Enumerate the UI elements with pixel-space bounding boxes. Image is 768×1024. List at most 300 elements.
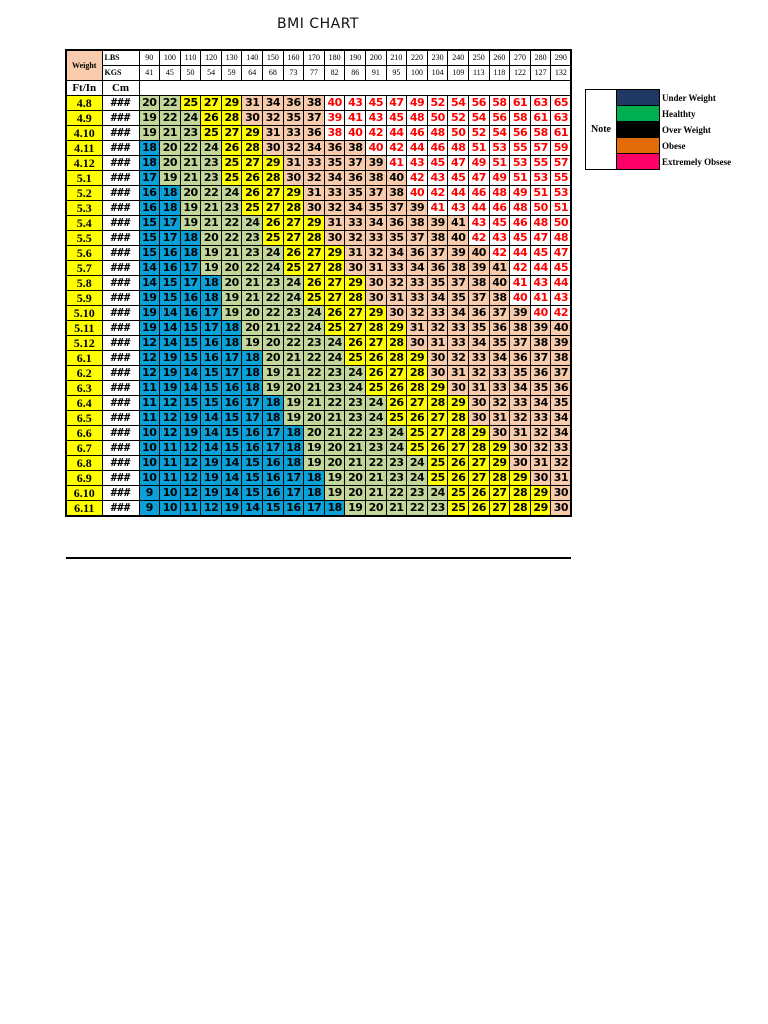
- bmi-value: 32: [489, 396, 510, 411]
- bmi-value: 38: [345, 141, 366, 156]
- bmi-value: 15: [242, 456, 263, 471]
- bmi-value: 17: [263, 441, 284, 456]
- column-header-blank: [139, 81, 571, 96]
- bmi-value: 32: [530, 441, 551, 456]
- bmi-value: 36: [427, 261, 448, 276]
- bmi-value: 26: [469, 486, 490, 501]
- bmi-value: 21: [324, 411, 345, 426]
- bmi-value: 25: [304, 291, 325, 306]
- bmi-value: 20: [221, 261, 242, 276]
- bmi-value: 40: [407, 186, 428, 201]
- bmi-value: 40: [510, 291, 531, 306]
- lbs-value: 90: [139, 50, 160, 66]
- bmi-value: 28: [366, 321, 387, 336]
- legend-label: Over Weight: [662, 124, 711, 135]
- bmi-value: 27: [201, 96, 222, 111]
- bmi-value: 31: [283, 156, 304, 171]
- table-row: [66, 486, 571, 501]
- bmi-value: 36: [283, 96, 304, 111]
- bmi-value: 26: [448, 471, 469, 486]
- bmi-value: 22: [221, 216, 242, 231]
- bmi-value: 38: [304, 96, 325, 111]
- bmi-value: 20: [345, 471, 366, 486]
- bmi-value: 20: [304, 411, 325, 426]
- bmi-value: 20: [263, 336, 284, 351]
- bmi-value: 39: [448, 246, 469, 261]
- height-cm: ###: [102, 291, 139, 306]
- height-cm: ###: [102, 126, 139, 141]
- bmi-value: 18: [139, 156, 160, 171]
- bmi-value: 43: [366, 111, 387, 126]
- kgs-value: 73: [283, 66, 304, 81]
- bmi-value: 25: [427, 456, 448, 471]
- bmi-value: 43: [407, 156, 428, 171]
- bmi-value: 11: [160, 441, 181, 456]
- kgs-value: 95: [386, 66, 407, 81]
- height-cm: ###: [102, 171, 139, 186]
- bmi-value: 17: [283, 471, 304, 486]
- bmi-value: 33: [407, 276, 428, 291]
- kgs-value: 113: [469, 66, 490, 81]
- bmi-value: 16: [180, 306, 201, 321]
- bmi-value: 17: [201, 321, 222, 336]
- bmi-value: 10: [160, 486, 181, 501]
- bmi-value: 20: [160, 156, 181, 171]
- bmi-value: 33: [510, 396, 531, 411]
- bmi-value: 26: [469, 501, 490, 517]
- height-ft-in: 6.10: [66, 486, 102, 501]
- bmi-value: 31: [407, 321, 428, 336]
- table-row: [66, 276, 571, 291]
- bmi-value: 32: [427, 321, 448, 336]
- bmi-value: 54: [469, 111, 490, 126]
- bmi-value: 16: [263, 486, 284, 501]
- bmi-value: 16: [160, 261, 181, 276]
- bmi-value: 12: [160, 396, 181, 411]
- bmi-value: 26: [366, 351, 387, 366]
- bmi-value: 36: [345, 171, 366, 186]
- bmi-value: 21: [386, 501, 407, 517]
- bmi-value: 18: [221, 336, 242, 351]
- bmi-value: 24: [345, 366, 366, 381]
- bmi-value: 44: [510, 246, 531, 261]
- height-ft-in: 5.4: [66, 216, 102, 231]
- bmi-value: 18: [242, 381, 263, 396]
- bmi-value: 35: [469, 321, 490, 336]
- bmi-value: 36: [530, 366, 551, 381]
- bmi-value: 48: [407, 111, 428, 126]
- bmi-value: 37: [510, 336, 531, 351]
- bmi-value: 22: [263, 291, 284, 306]
- bmi-value: 29: [530, 501, 551, 517]
- bmi-value: 38: [510, 321, 531, 336]
- bmi-value: 18: [283, 456, 304, 471]
- bmi-value: 35: [283, 111, 304, 126]
- bmi-value: 18: [324, 501, 345, 517]
- weight-label: Weight: [66, 50, 102, 81]
- bmi-value: 44: [530, 261, 551, 276]
- legend-swatch: [617, 106, 660, 122]
- bmi-value: 12: [160, 411, 181, 426]
- bmi-value: 16: [201, 336, 222, 351]
- bmi-value: 10: [160, 501, 181, 517]
- bmi-value: 40: [469, 246, 490, 261]
- table-row: [66, 441, 571, 456]
- lbs-value: 260: [489, 50, 510, 66]
- bmi-value: 27: [407, 396, 428, 411]
- bmi-value: 17: [139, 171, 160, 186]
- bmi-value: 21: [242, 291, 263, 306]
- bmi-value: 30: [366, 291, 387, 306]
- bmi-value: 32: [263, 111, 284, 126]
- bmi-value: 30: [469, 411, 490, 426]
- bmi-value: 29: [407, 351, 428, 366]
- bmi-value: 36: [510, 351, 531, 366]
- height-cm: ###: [102, 96, 139, 111]
- table-row: [66, 201, 571, 216]
- bmi-value: 26: [366, 366, 387, 381]
- bmi-value: 41: [489, 261, 510, 276]
- bmi-value: 18: [242, 351, 263, 366]
- bmi-value: 33: [489, 381, 510, 396]
- bmi-value: 34: [551, 411, 572, 426]
- bmi-value: 57: [551, 156, 572, 171]
- page-title: BMI CHART: [277, 16, 359, 32]
- bmi-value: 30: [510, 441, 531, 456]
- bmi-value: 23: [345, 396, 366, 411]
- bmi-value: 53: [510, 156, 531, 171]
- bmi-value: 32: [407, 306, 428, 321]
- bmi-value: 32: [469, 366, 490, 381]
- bmi-value: 12: [180, 486, 201, 501]
- bmi-value: 37: [407, 231, 428, 246]
- bmi-value: 33: [366, 231, 387, 246]
- bmi-value: 10: [139, 441, 160, 456]
- table-row: [66, 126, 571, 141]
- lbs-value: 250: [469, 50, 490, 66]
- kgs-value: 50: [180, 66, 201, 81]
- height-cm: ###: [102, 411, 139, 426]
- bmi-value: 15: [160, 276, 181, 291]
- bmi-value: 35: [324, 156, 345, 171]
- bmi-value: 26: [221, 141, 242, 156]
- bmi-value: 53: [551, 186, 572, 201]
- bmi-value: 14: [221, 471, 242, 486]
- bmi-value: 29: [489, 456, 510, 471]
- bmi-value: 18: [263, 396, 284, 411]
- bmi-value: 38: [366, 171, 387, 186]
- lbs-value: 270: [510, 50, 531, 66]
- bmi-value: 16: [283, 501, 304, 517]
- bmi-value: 17: [160, 216, 181, 231]
- bmi-value: 23: [324, 366, 345, 381]
- kgs-value: 91: [366, 66, 387, 81]
- bmi-value: 48: [510, 201, 531, 216]
- bmi-value: 42: [469, 231, 490, 246]
- bmi-value: 15: [139, 231, 160, 246]
- legend-swatch: [617, 122, 660, 138]
- bmi-value: 29: [386, 321, 407, 336]
- bmi-value: 23: [201, 171, 222, 186]
- bmi-value: 19: [283, 411, 304, 426]
- bmi-value: 30: [407, 336, 428, 351]
- bmi-value: 32: [283, 141, 304, 156]
- bmi-value: 20: [324, 441, 345, 456]
- bmi-value: 48: [489, 186, 510, 201]
- bmi-value: 28: [407, 381, 428, 396]
- bmi-value: 32: [366, 246, 387, 261]
- bmi-value: 40: [551, 321, 572, 336]
- bmi-value: 14: [160, 336, 181, 351]
- bmi-value: 30: [510, 456, 531, 471]
- kgs-value: 77: [304, 66, 325, 81]
- bmi-value: 16: [221, 396, 242, 411]
- lbs-value: 130: [221, 50, 242, 66]
- bmi-value: 65: [551, 96, 572, 111]
- bmi-value: 31: [304, 186, 325, 201]
- bmi-value: 21: [221, 246, 242, 261]
- kgs-value: 104: [427, 66, 448, 81]
- bmi-value: 47: [530, 231, 551, 246]
- bmi-value: 11: [160, 471, 181, 486]
- table-row: [66, 111, 571, 126]
- bmi-value: 32: [324, 201, 345, 216]
- bmi-value: 26: [324, 306, 345, 321]
- bmi-value: 26: [427, 441, 448, 456]
- bmi-value: 27: [427, 426, 448, 441]
- bmi-value: 11: [139, 396, 160, 411]
- bmi-value: 29: [448, 396, 469, 411]
- height-ft-in: 6.1: [66, 351, 102, 366]
- height-ft-in: 5.12: [66, 336, 102, 351]
- bmi-value: 27: [304, 246, 325, 261]
- bmi-value: 34: [407, 261, 428, 276]
- table-row: [66, 186, 571, 201]
- bmi-value: 17: [283, 486, 304, 501]
- bmi-value: 42: [386, 141, 407, 156]
- height-cm: ###: [102, 456, 139, 471]
- bmi-value: 29: [530, 486, 551, 501]
- bmi-value: 40: [530, 306, 551, 321]
- bmi-value: 30: [345, 261, 366, 276]
- bmi-value: 33: [345, 216, 366, 231]
- bmi-value: 24: [283, 291, 304, 306]
- bmi-value: 20: [324, 456, 345, 471]
- bmi-value: 27: [366, 336, 387, 351]
- bmi-value: 27: [283, 216, 304, 231]
- bmi-value: 24: [263, 246, 284, 261]
- lbs-value: 120: [201, 50, 222, 66]
- bmi-value: 27: [242, 156, 263, 171]
- bmi-value: 39: [366, 156, 387, 171]
- bmi-value: 50: [551, 216, 572, 231]
- bmi-value: 40: [366, 141, 387, 156]
- bmi-value: 34: [448, 306, 469, 321]
- legend-swatch: [617, 154, 660, 170]
- bmi-value: 23: [427, 501, 448, 517]
- bmi-value: 33: [427, 306, 448, 321]
- bmi-value: 50: [427, 111, 448, 126]
- bmi-value: 37: [366, 186, 387, 201]
- bmi-value: 40: [345, 126, 366, 141]
- bmi-value: 19: [345, 501, 366, 517]
- bmi-value: 27: [345, 321, 366, 336]
- bmi-value: 27: [489, 501, 510, 517]
- bmi-value: 29: [489, 441, 510, 456]
- bmi-value: 39: [469, 261, 490, 276]
- bmi-value: 26: [407, 411, 428, 426]
- bmi-value: 18: [201, 291, 222, 306]
- bmi-value: 45: [530, 246, 551, 261]
- height-cm: ###: [102, 306, 139, 321]
- bmi-value: 15: [221, 426, 242, 441]
- bmi-value: 56: [489, 111, 510, 126]
- bmi-value: 16: [139, 201, 160, 216]
- bmi-value: 21: [324, 426, 345, 441]
- bmi-value: 15: [221, 441, 242, 456]
- bmi-value: 51: [530, 186, 551, 201]
- bmi-value: 38: [530, 336, 551, 351]
- legend-label: Extremely Obsese: [662, 156, 732, 167]
- bmi-value: 24: [427, 486, 448, 501]
- table-row: [66, 366, 571, 381]
- bmi-value: 33: [386, 261, 407, 276]
- bmi-value: 31: [386, 291, 407, 306]
- height-ft-in: 5.2: [66, 186, 102, 201]
- bmi-value: 28: [510, 486, 531, 501]
- bmi-value: 48: [551, 231, 572, 246]
- bmi-value: 16: [263, 456, 284, 471]
- table-row: [66, 171, 571, 186]
- bmi-value: 14: [221, 456, 242, 471]
- bmi-value: 37: [551, 366, 572, 381]
- bmi-value: 26: [345, 336, 366, 351]
- bmi-value: 48: [427, 126, 448, 141]
- bmi-value: 33: [324, 186, 345, 201]
- bmi-value: 19: [180, 411, 201, 426]
- bmi-value: 31: [366, 261, 387, 276]
- bmi-value: 31: [489, 411, 510, 426]
- bmi-value: 19: [180, 426, 201, 441]
- bmi-value: 35: [427, 276, 448, 291]
- bmi-value: 26: [242, 171, 263, 186]
- bmi-value: 27: [324, 276, 345, 291]
- bmi-value: 21: [283, 366, 304, 381]
- bmi-value: 18: [180, 246, 201, 261]
- bmi-value: 25: [221, 171, 242, 186]
- legend-label: Healthty: [662, 108, 696, 119]
- bmi-value: 9: [139, 486, 160, 501]
- bmi-value: 40: [489, 276, 510, 291]
- bmi-value: 22: [407, 501, 428, 517]
- bmi-value: 16: [242, 441, 263, 456]
- kgs-value: 86: [345, 66, 366, 81]
- kgs-label: KGS: [102, 66, 139, 81]
- bmi-value: 15: [180, 336, 201, 351]
- bmi-value: 26: [448, 456, 469, 471]
- height-ft-in: 6.3: [66, 381, 102, 396]
- bmi-value: 25: [242, 201, 263, 216]
- bmi-value: 52: [427, 96, 448, 111]
- bmi-value: 29: [324, 246, 345, 261]
- bmi-value: 28: [324, 261, 345, 276]
- lbs-value: 240: [448, 50, 469, 66]
- bmi-value: 36: [324, 141, 345, 156]
- bmi-value: 25: [407, 426, 428, 441]
- bmi-value: 24: [366, 396, 387, 411]
- bmi-value: 27: [448, 441, 469, 456]
- bmi-value: 58: [530, 126, 551, 141]
- bmi-value: 14: [242, 501, 263, 517]
- bmi-value: 48: [448, 141, 469, 156]
- bmi-value: 42: [489, 246, 510, 261]
- bmi-value: 12: [180, 441, 201, 456]
- bmi-value: 37: [448, 276, 469, 291]
- bmi-value: 35: [489, 336, 510, 351]
- bmi-value: 25: [283, 261, 304, 276]
- bmi-value: 20: [345, 486, 366, 501]
- height-ft-in: 6.11: [66, 501, 102, 517]
- bmi-value: 30: [304, 201, 325, 216]
- bmi-value: 26: [263, 216, 284, 231]
- bmi-value: 14: [201, 426, 222, 441]
- bmi-value: 37: [469, 291, 490, 306]
- bmi-value: 19: [180, 216, 201, 231]
- bmi-value: 12: [139, 351, 160, 366]
- table-row: [66, 336, 571, 351]
- bmi-value: 43: [530, 276, 551, 291]
- bmi-value: 14: [160, 306, 181, 321]
- bmi-value: 63: [530, 96, 551, 111]
- bmi-value: 50: [530, 201, 551, 216]
- bmi-value: 28: [448, 411, 469, 426]
- bmi-table: [65, 49, 572, 517]
- bmi-value: 14: [139, 261, 160, 276]
- bmi-value: 19: [221, 306, 242, 321]
- bmi-value: 34: [489, 351, 510, 366]
- bmi-value: 47: [386, 96, 407, 111]
- bmi-value: 17: [221, 351, 242, 366]
- bmi-value: 35: [345, 186, 366, 201]
- bmi-value: 17: [304, 501, 325, 517]
- bmi-value: 15: [201, 381, 222, 396]
- bmi-value: 28: [304, 231, 325, 246]
- bmi-value: 23: [324, 381, 345, 396]
- bmi-value: 19: [139, 321, 160, 336]
- bmi-value: 35: [551, 396, 572, 411]
- bmi-value: 29: [221, 96, 242, 111]
- bmi-value: 30: [324, 231, 345, 246]
- bmi-value: 40: [386, 171, 407, 186]
- bmi-value: 46: [469, 186, 490, 201]
- bmi-value: 53: [530, 171, 551, 186]
- bmi-value: 34: [530, 396, 551, 411]
- bmi-value: 29: [345, 276, 366, 291]
- bmi-value: 20: [180, 186, 201, 201]
- bmi-value: 24: [221, 186, 242, 201]
- height-ft-in: 5.3: [66, 201, 102, 216]
- height-ft-in: 5.7: [66, 261, 102, 276]
- bmi-value: 32: [530, 426, 551, 441]
- height-cm: ###: [102, 141, 139, 156]
- bmi-value: 31: [242, 96, 263, 111]
- bmi-value: 42: [510, 261, 531, 276]
- bmi-value: 45: [366, 96, 387, 111]
- bmi-value: 31: [469, 381, 490, 396]
- bmi-value: 19: [180, 201, 201, 216]
- kgs-value: 54: [201, 66, 222, 81]
- bmi-value: 22: [386, 486, 407, 501]
